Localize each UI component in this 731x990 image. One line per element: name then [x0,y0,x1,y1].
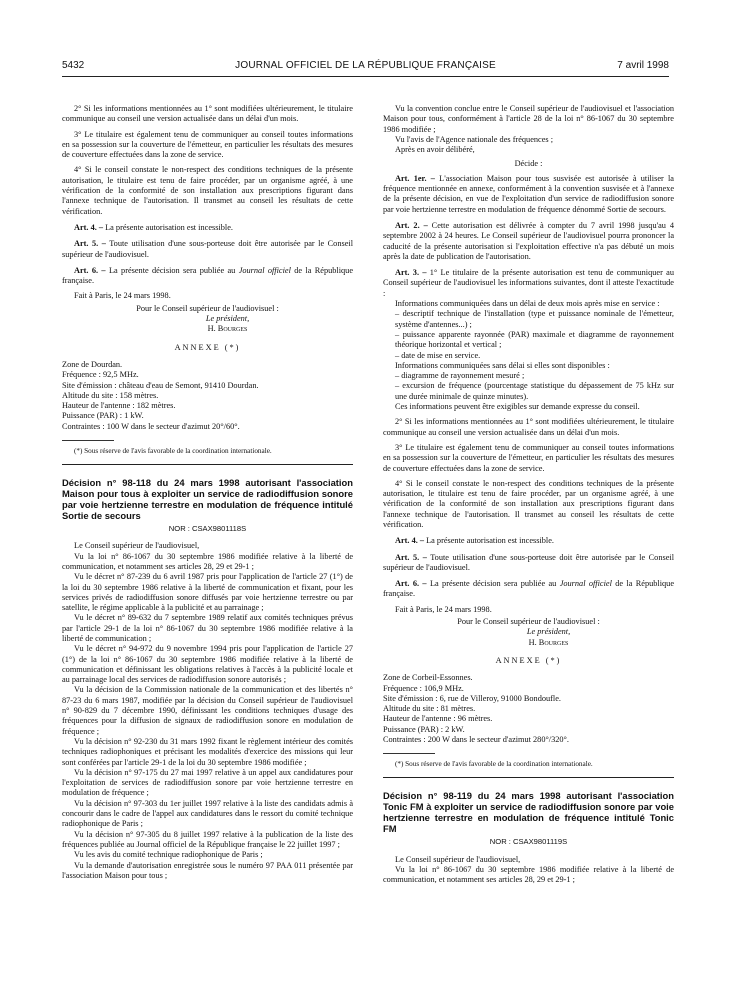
article-text: Toute utilisation d'une sous-porteuse doit être autorisée par le Conseil supérieur de l'audiovisuel. [62,239,353,259]
annexe-line: Puissance (PAR) : 2 kW. [383,724,465,734]
signature-for: Pour le Conseil supérieur de l'audiovisuel : [136,303,279,313]
footnote-separator [383,753,435,754]
annexe-line: Site d'émission : 6, rue de Villeroy, 91000 Bondoufle. [383,693,561,703]
visa: Vu la demande d'autorisation enregistrée sous le numéro 97 PAA 011 présentée par l'association Maison pour tous ; [62,860,353,880]
visa: Vu la décision n° 97-303 du 1er juillet 1997 relative à la liste des candidats admis à concourir dans le cadre de l'appel aux candidatures dans le ressort du comité technique radiophonique de Paris ; [62,798,353,829]
decision-title: Décision n° 98-118 du 24 mars 1998 autorisant l'association Maison pour tous à exploiter un service de radiodiffusion sonore par voie hertzienne terrestre en modulation de fréquence intitulé Sortie de secours [62,477,353,522]
article-label: Art. 6. – [74,265,106,275]
article-label: Art. 1er. – [395,173,435,183]
left-column [62,104,353,881]
article-4 [62,223,353,233]
journal-name: Journal officiel [559,579,612,589]
visa: Vu l'avis de l'Agence nationale des fréquences ; [395,134,553,144]
signature-name: H. Bourges [207,324,248,334]
annexe-line: Contraintes : 200 W dans le secteur d'azimut 280°/320°. [383,735,569,745]
visa: Vu le décret n° 89-632 du 7 septembre 1989 relatif aux comités techniques prévus par l'article 29-1 de la loi n° 86-1067 du 30 septembre 1986 modifiée relative à la liberté de communication ; [62,613,353,643]
annexe-line: Altitude du site : 158 mètres. [62,390,159,400]
article-text: Cette autorisation est délivrée à compter du 7 avril 1998 jusqu'au 4 septembre 2002 à 24 heures. Le Conseil supérieur de l'audiovisuel pourra prononcer la caducité de la présente autorisation si l'exploitation effective n'a pas débuté un mois après la date de publication de l'autorisation. [383,220,674,261]
annexe-heading: ANNEXE (*) [174,342,241,352]
article-5 [383,553,674,574]
annexe-line: Zone de Dourdan. [62,359,123,369]
signature-for: Pour le Conseil supérieur de l'audiovisuel : [457,617,600,627]
page-header [62,60,669,76]
visa: Vu la loi n° 86-1067 du 30 septembre 1986 modifiée relative à la liberté de communication, et notamment ses articles 28, 29 et 29-1 ; [383,864,674,885]
list-item: – puissance apparente rayonnée (PAR) maximale et diagramme de rayonnement théorique horizontal et vertical ; [395,329,674,350]
annexe-line: Hauteur de l'antenne : 96 mètres. [383,714,493,724]
visa: Le Conseil supérieur de l'audiovisuel, [74,541,200,551]
article-text: La présente autorisation est incessible. [103,222,233,232]
article-text: La présente décision sera publiée au [105,265,239,275]
article-2 [383,221,674,262]
annexe-line: Contraintes : 100 W dans le secteur d'azimut 20°/60°. [62,421,240,431]
visa: Après en avoir délibéré, [395,145,475,155]
issue-date: 7 avril 1998 [617,60,669,71]
right-column [383,104,674,886]
footnote: (*) Sous réserve de l'avis favorable de la coordination internationale. [74,447,272,456]
annexe-line: Puissance (PAR) : 1 kW. [62,411,144,421]
article-text: 1° Le titulaire de la présente autorisation est tenu de communiquer au Conseil supérieur de l'audiovisuel les informations suivantes, dont il atteste l'exactitude : [383,268,674,298]
header-rule [62,76,669,77]
article-5 [62,239,353,260]
article-label: Art. 5. – [74,239,106,249]
journal-title: JOURNAL OFFICIEL DE LA RÉPUBLIQUE FRANÇAISE [235,60,496,71]
paragraph: Informations communiquées dans un délai de deux mois après mise en service : [395,299,660,309]
article-6 [62,266,353,287]
visa: Le Conseil supérieur de l'audiovisuel, [395,854,521,864]
annexe-line: Altitude du site : 81 mètres. [383,704,476,714]
article-text: La présente décision sera publiée au [426,579,560,589]
visa: Vu le décret n° 87-239 du 6 avril 1987 pris pour l'application de l'article 27 (1°) de la loi du 30 septembre 1986 relative à la liberté de communication et fixant, pour les services privés de radiodiffusion sonore diffusés par voie hertzienne terrestre ou par satellite, le régime applicable à la publicité et au parrainage ; [62,572,353,613]
visa: Vu la convention conclue entre le Conseil supérieur de l'audiovisuel et l'association Maison pour tous, conformément à l'article 28 de la loi n° 86-1067 du 30 septembre 1986 modifiée ; [383,104,674,134]
article-1 [383,174,674,215]
section-rule [62,464,353,465]
paragraph: 4° Si le conseil constate le non-respect des conditions techniques de la présente autorisation, le titulaire est tenu de faire procéder, par un organisme agréé, à une vérification de la conformité de son installation aux prescriptions figurant dans l'annexe technique de l'autorisation. Il transmet au conseil les résultats de cette vérification. [383,478,674,529]
annexe-heading: ANNEXE (*) [495,655,562,665]
visa: Vu la décision n° 97-305 du 8 juillet 1997 relative à la publication de la liste des fréquences publiée au Journal officiel de la République française le 22 juillet 1997 ; [62,829,353,849]
page-number: 5432 [62,60,85,71]
list-item: – excursion de fréquence (pourcentage statistique du dépassement de 75 kHz sur une durée minimale de quinze minutes). [395,381,674,401]
date-line: Fait à Paris, le 24 mars 1998. [74,291,171,301]
visa: Vu la loi n° 86-1067 du 30 septembre 1986 modifiée relative à la liberté de communication, et notamment ses articles 28, 29 et 29-1 ; [62,551,353,571]
article-label: Art. 6. – [395,579,427,589]
article-label: Art. 4. – [395,536,425,546]
annexe-line: Site d'émission : château d'eau de Semont, 91410 Dourdan. [62,380,259,390]
paragraph: 3° Le titulaire est également tenu de communiquer au conseil toutes informations en sa possession sur la couverture de l'émetteur, en particulier les résultats des mesures de couverture effectuées dans la zone de service. [383,442,674,473]
journal-name: Journal officiel [238,265,291,275]
article-label: Art. 2. – [395,220,428,230]
article-text: de la République française. [383,579,675,599]
decide-heading: Décide : [514,159,543,169]
article-3 [383,268,674,299]
paragraph: 2° Si les informations mentionnées au 1° sont modifiées ultérieurement, le titulaire communique au conseil une version actualisée dans un délai d'un mois. [383,417,674,437]
visa: Vu les avis du comité technique radiophonique de Paris ; [74,850,263,860]
list-item: – date de mise en service. [395,350,481,360]
article-text: Toute utilisation d'une sous-porteuse doit être autorisée par le Conseil supérieur de l'audiovisuel. [383,552,674,572]
visa: Vu la décision de la Commission nationale de la communication et des libertés n° 87-23 du 6 mars 1987, modifiée par la décision du Conseil supérieur de l'audiovisuel n° 90-829 du 7 décembre 1990, définissant les conditions techniques d'usage des fréquences pour la diffusion de signaux de radiodiffusion sonore en modulation de fréquence ; [62,685,353,736]
section-rule [383,777,674,778]
annexe-line: Hauteur de l'antenne : 182 mètres. [62,401,176,411]
article-text: L'association Maison pour tous susvisée est autorisée à utiliser la fréquence mentionnée en annexe, conformément à la convention susvisée et à l'annexe de la présente décision, en vue de l'exploitation d'un service de radiodiffusion sonore par voie hertzienne terrestre en modulation de fréquence dénommé Sortie de secours. [383,173,674,214]
signature-title: Le président, [205,314,250,324]
nor-reference: NOR : CSAX9801119S [489,837,568,847]
paragraph: Informations communiquées sans délai si elles sont disponibles : [395,360,610,370]
list-item: – descriptif technique de l'installation (type et puissance nominale de l'émetteur, système d'antennes...) ; [395,309,674,329]
visa: Vu la décision n° 97-175 du 27 mai 1997 relative à un appel aux candidatures pour l'exploitation de services de radiodiffusion sonore par voie hertzienne terrestre en modulation de fréquence ; [62,767,353,798]
decision-title: Décision n° 98-119 du 24 mars 1998 autorisant l'association Tonic FM à exploiter un service de radiodiffusion sonore par voie hertzienne terrestre en modulation de fréquence intitulé Tonic FM [383,790,674,835]
article-6 [383,579,674,600]
footnote: (*) Sous réserve de l'avis favorable de la coordination internationale. [395,760,593,769]
footnote-separator [62,440,114,441]
annexe-line: Zone de Corbeil-Essonnes. [383,673,473,683]
paragraph: Ces informations peuvent être exigibles sur demande expresse du conseil. [395,402,640,412]
article-4 [383,536,674,546]
article-label: Art. 4. – [74,222,104,232]
signature-name: H. Bourges [528,637,569,647]
paragraph: 4° Si le conseil constate le non-respect des conditions techniques de la présente autorisation, le titulaire est tenu de faire procéder, par un organisme agréé, à une vérification de la conformité de son installation aux prescriptions figurant dans l'annexe technique de l'autorisation. Il transmet au conseil les résultats de cette vérification. [62,165,353,216]
article-text: La présente autorisation est incessible. [424,536,554,546]
article-label: Art. 3. – [395,268,427,278]
annexe-line: Fréquence : 92,5 MHz. [62,370,139,380]
article-label: Art. 5. – [395,552,427,562]
date-line: Fait à Paris, le 24 mars 1998. [395,604,492,614]
nor-reference: NOR : CSAX9801118S [168,524,247,534]
signature-title: Le président, [526,627,571,637]
list-item: – diagramme de rayonnement mesuré ; [395,371,525,381]
annexe-line: Fréquence : 106,9 MHz. [383,683,464,693]
paragraph: 2° Si les informations mentionnées au 1° sont modifiées ultérieurement, le titulaire communique au conseil une version actualisée dans un délai d'un mois. [62,104,353,124]
article-text: de la République française. [62,265,354,286]
paragraph: 3° Le titulaire est également tenu de communiquer au conseil toutes informations en sa possession sur la couverture de l'émetteur, en particulier les résultats des mesures de couverture effectuées dans la zone de service. [62,129,353,160]
visa: Vu le décret n° 94-972 du 9 novembre 1994 pris pour l'application de l'article 27 (1°) de la loi n° 86-1067 du 30 septembre 1986 modifiée relative à la liberté de communication et définissant les obligations relatives à l'accès à la publicité locale et au parrainage local des services de radiodiffusion sonore autorisés ; [62,644,353,685]
visa: Vu la décision n° 92-230 du 31 mars 1992 fixant le règlement intérieur des comités techniques radiophoniques et précisant les modalités d'exercice des missions qui leur sont conférées par l'article 29-1 de la loi du 30 septembre 1986 modifiée ; [62,736,353,767]
